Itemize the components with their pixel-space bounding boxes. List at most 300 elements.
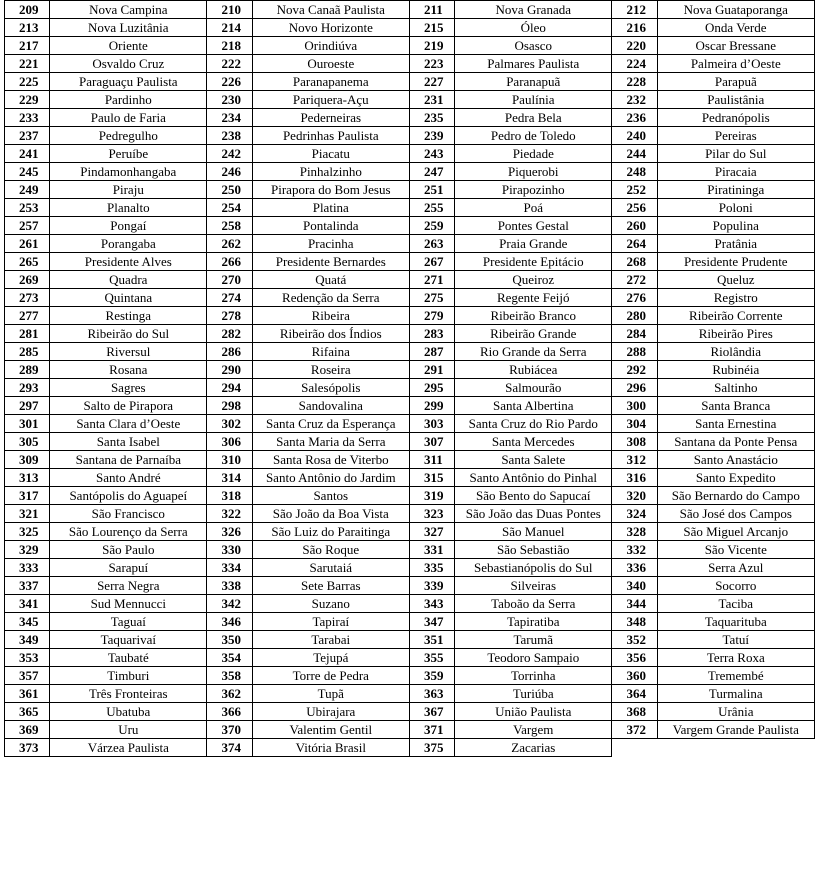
municipality-name: Paraguaçu Paulista — [50, 73, 207, 91]
municipality-name: Tupã — [252, 685, 409, 703]
municipality-name: Torrinha — [455, 667, 612, 685]
municipality-number: 256 — [612, 199, 657, 217]
municipality-name: Parapuã — [657, 73, 814, 91]
table-row — [5, 595, 815, 613]
municipality-number: 330 — [207, 541, 252, 559]
municipality-name: Rifaina — [252, 343, 409, 361]
municipality-name: Roseira — [252, 361, 409, 379]
municipality-number: 289 — [5, 361, 50, 379]
municipality-name: Presidente Bernardes — [252, 253, 409, 271]
municipality-number: 245 — [5, 163, 50, 181]
municipality-number: 318 — [207, 487, 252, 505]
municipality-number: 371 — [409, 721, 454, 739]
municipality-number: 362 — [207, 685, 252, 703]
municipality-number: 364 — [612, 685, 657, 703]
table-row — [5, 397, 815, 415]
municipality-number: 375 — [409, 739, 454, 757]
municipality-name: Rubiácea — [455, 361, 612, 379]
municipality-number: 353 — [5, 649, 50, 667]
municipality-number: 254 — [207, 199, 252, 217]
municipality-name: Ribeirão do Sul — [50, 325, 207, 343]
municipality-number: 257 — [5, 217, 50, 235]
municipality-number: 331 — [409, 541, 454, 559]
municipality-number: 249 — [5, 181, 50, 199]
municipality-number: 302 — [207, 415, 252, 433]
municipality-name: Regente Feijó — [455, 289, 612, 307]
municipality-name: Vargem — [455, 721, 612, 739]
table-row — [5, 505, 815, 523]
municipality-name: Rubinéia — [657, 361, 814, 379]
table-row — [5, 739, 815, 757]
municipality-name: Piratininga — [657, 181, 814, 199]
municipality-name: Pindamonhangaba — [50, 163, 207, 181]
municipality-number: 277 — [5, 307, 50, 325]
municipality-name: Pirapozinho — [455, 181, 612, 199]
municipality-number: 209 — [5, 1, 50, 19]
municipality-number: 325 — [5, 523, 50, 541]
municipality-number: 228 — [612, 73, 657, 91]
municipality-number: 252 — [612, 181, 657, 199]
municipality-number: 317 — [5, 487, 50, 505]
municipality-number: 340 — [612, 577, 657, 595]
municipality-number: 250 — [207, 181, 252, 199]
municipality-number: 299 — [409, 397, 454, 415]
municipality-name: Osvaldo Cruz — [50, 55, 207, 73]
municipality-name: Terra Roxa — [657, 649, 814, 667]
municipality-name: Pardinho — [50, 91, 207, 109]
municipality-name: Serra Negra — [50, 577, 207, 595]
municipality-number: 321 — [5, 505, 50, 523]
municipality-number: 215 — [409, 19, 454, 37]
municipality-number: 218 — [207, 37, 252, 55]
municipality-name: Rio Grande da Serra — [455, 343, 612, 361]
municipality-name: São João das Duas Pontes — [455, 505, 612, 523]
municipality-name: Porangaba — [50, 235, 207, 253]
municipality-number: 295 — [409, 379, 454, 397]
municipality-name: Pratânia — [657, 235, 814, 253]
municipality-name: Torre de Pedra — [252, 667, 409, 685]
municipality-name: Pedregulho — [50, 127, 207, 145]
municipality-number: 337 — [5, 577, 50, 595]
municipality-number: 275 — [409, 289, 454, 307]
empty-cell — [657, 739, 814, 757]
municipality-number: 303 — [409, 415, 454, 433]
municipality-number: 279 — [409, 307, 454, 325]
table-row — [5, 19, 815, 37]
municipality-name: Paranapuã — [455, 73, 612, 91]
municipality-name: Piedade — [455, 145, 612, 163]
municipality-name: São José dos Campos — [657, 505, 814, 523]
municipality-name: Nova Luzitânia — [50, 19, 207, 37]
municipality-number: 296 — [612, 379, 657, 397]
municipality-name: Saltinho — [657, 379, 814, 397]
municipality-name: Populina — [657, 217, 814, 235]
municipality-name: Pongaí — [50, 217, 207, 235]
municipality-number: 282 — [207, 325, 252, 343]
municipality-name: Três Fronteiras — [50, 685, 207, 703]
municipality-name: Sud Mennucci — [50, 595, 207, 613]
municipality-number: 347 — [409, 613, 454, 631]
municipality-number: 338 — [207, 577, 252, 595]
municipality-name: Tatuí — [657, 631, 814, 649]
municipality-name: Salto de Pirapora — [50, 397, 207, 415]
municipality-name: Santa Cruz do Rio Pardo — [455, 415, 612, 433]
municipality-name: Paulistânia — [657, 91, 814, 109]
municipality-number: 328 — [612, 523, 657, 541]
municipality-name: Tapiraí — [252, 613, 409, 631]
municipality-number: 301 — [5, 415, 50, 433]
table-row — [5, 307, 815, 325]
municipality-name: Tarumã — [455, 631, 612, 649]
municipality-name: Santópolis do Aguapeí — [50, 487, 207, 505]
municipality-number: 315 — [409, 469, 454, 487]
municipality-name: Pereiras — [657, 127, 814, 145]
municipality-number: 226 — [207, 73, 252, 91]
municipality-name: Vargem Grande Paulista — [657, 721, 814, 739]
municipality-name: Turiúba — [455, 685, 612, 703]
municipality-name: Oriente — [50, 37, 207, 55]
table-row — [5, 649, 815, 667]
municipality-number: 287 — [409, 343, 454, 361]
municipality-name: União Paulista — [455, 703, 612, 721]
municipality-number: 281 — [5, 325, 50, 343]
municipality-name: Suzano — [252, 595, 409, 613]
municipality-number: 307 — [409, 433, 454, 451]
municipality-name: Taciba — [657, 595, 814, 613]
municipality-name: Quatá — [252, 271, 409, 289]
table-row — [5, 343, 815, 361]
municipality-name: Pedranópolis — [657, 109, 814, 127]
municipality-number: 361 — [5, 685, 50, 703]
table-row — [5, 145, 815, 163]
municipality-number: 269 — [5, 271, 50, 289]
municipality-table — [4, 0, 815, 757]
municipality-name: Pederneiras — [252, 109, 409, 127]
municipality-name: Sandovalina — [252, 397, 409, 415]
municipality-name: São Vicente — [657, 541, 814, 559]
municipality-number: 213 — [5, 19, 50, 37]
table-row — [5, 559, 815, 577]
municipality-name: Timburi — [50, 667, 207, 685]
municipality-name: Palmeira d’Oeste — [657, 55, 814, 73]
municipality-number: 237 — [5, 127, 50, 145]
municipality-name: Santo Antônio do Jardim — [252, 469, 409, 487]
municipality-number: 265 — [5, 253, 50, 271]
municipality-name: Pontes Gestal — [455, 217, 612, 235]
table-row — [5, 109, 815, 127]
municipality-number: 352 — [612, 631, 657, 649]
municipality-number: 312 — [612, 451, 657, 469]
municipality-number: 242 — [207, 145, 252, 163]
empty-cell — [612, 739, 657, 757]
municipality-name: Taquarituba — [657, 613, 814, 631]
municipality-number: 234 — [207, 109, 252, 127]
municipality-name: Pontalinda — [252, 217, 409, 235]
municipality-name: São João da Boa Vista — [252, 505, 409, 523]
municipality-name: Piracaia — [657, 163, 814, 181]
municipality-number: 236 — [612, 109, 657, 127]
municipality-name: Platina — [252, 199, 409, 217]
municipality-number: 283 — [409, 325, 454, 343]
municipality-number: 211 — [409, 1, 454, 19]
municipality-name: Valentim Gentil — [252, 721, 409, 739]
municipality-number: 286 — [207, 343, 252, 361]
municipality-name: Onda Verde — [657, 19, 814, 37]
municipality-number: 278 — [207, 307, 252, 325]
table-row — [5, 181, 815, 199]
municipality-name: Redenção da Serra — [252, 289, 409, 307]
municipality-number: 310 — [207, 451, 252, 469]
municipality-number: 231 — [409, 91, 454, 109]
municipality-name: Santa Maria da Serra — [252, 433, 409, 451]
municipality-number: 229 — [5, 91, 50, 109]
municipality-number: 235 — [409, 109, 454, 127]
municipality-number: 349 — [5, 631, 50, 649]
municipality-name: Taboão da Serra — [455, 595, 612, 613]
municipality-number: 212 — [612, 1, 657, 19]
municipality-number: 298 — [207, 397, 252, 415]
municipality-name: São Luiz do Paraitinga — [252, 523, 409, 541]
municipality-number: 308 — [612, 433, 657, 451]
municipality-name: Urânia — [657, 703, 814, 721]
municipality-number: 344 — [612, 595, 657, 613]
municipality-name: São Bento do Sapucaí — [455, 487, 612, 505]
table-row — [5, 199, 815, 217]
municipality-number: 253 — [5, 199, 50, 217]
table-row — [5, 253, 815, 271]
municipality-number: 230 — [207, 91, 252, 109]
municipality-number: 374 — [207, 739, 252, 757]
municipality-name: Ubirajara — [252, 703, 409, 721]
municipality-name: Ribeirão Pires — [657, 325, 814, 343]
municipality-name: Sebastianópolis do Sul — [455, 559, 612, 577]
municipality-name: Santa Rosa de Viterbo — [252, 451, 409, 469]
municipality-name: Santa Clara d’Oeste — [50, 415, 207, 433]
table-row — [5, 1, 815, 19]
municipality-number: 294 — [207, 379, 252, 397]
table-row — [5, 379, 815, 397]
municipality-number: 285 — [5, 343, 50, 361]
municipality-number: 290 — [207, 361, 252, 379]
municipality-name: Pilar do Sul — [657, 145, 814, 163]
municipality-number: 292 — [612, 361, 657, 379]
municipality-name: Piquerobi — [455, 163, 612, 181]
table-row — [5, 91, 815, 109]
municipality-number: 354 — [207, 649, 252, 667]
municipality-number: 214 — [207, 19, 252, 37]
municipality-number: 320 — [612, 487, 657, 505]
municipality-name: Ribeirão dos Índios — [252, 325, 409, 343]
municipality-number: 339 — [409, 577, 454, 595]
municipality-number: 333 — [5, 559, 50, 577]
table-row — [5, 55, 815, 73]
table-row — [5, 325, 815, 343]
table-row — [5, 73, 815, 91]
municipality-name: Santa Albertina — [455, 397, 612, 415]
municipality-name: Ouroeste — [252, 55, 409, 73]
municipality-name: Queiroz — [455, 271, 612, 289]
municipality-name: Nova Canaã Paulista — [252, 1, 409, 19]
table-row — [5, 721, 815, 739]
municipality-name: Teodoro Sampaio — [455, 649, 612, 667]
table-row — [5, 415, 815, 433]
table-row — [5, 685, 815, 703]
table-row — [5, 37, 815, 55]
municipality-number: 272 — [612, 271, 657, 289]
municipality-name: Quadra — [50, 271, 207, 289]
table-row — [5, 703, 815, 721]
municipality-number: 358 — [207, 667, 252, 685]
municipality-name: São Sebastião — [455, 541, 612, 559]
municipality-name: Santo Anastácio — [657, 451, 814, 469]
table-row — [5, 577, 815, 595]
municipality-number: 248 — [612, 163, 657, 181]
municipality-name: Sete Barras — [252, 577, 409, 595]
municipality-name: Tremembé — [657, 667, 814, 685]
municipality-name: Pinhalzinho — [252, 163, 409, 181]
municipality-name: Santos — [252, 487, 409, 505]
municipality-name: Presidente Prudente — [657, 253, 814, 271]
municipality-name: Rosana — [50, 361, 207, 379]
municipality-number: 261 — [5, 235, 50, 253]
municipality-name: Turmalina — [657, 685, 814, 703]
municipality-number: 323 — [409, 505, 454, 523]
municipality-number: 329 — [5, 541, 50, 559]
municipality-number: 311 — [409, 451, 454, 469]
municipality-name: Santana da Ponte Pensa — [657, 433, 814, 451]
municipality-name: Sarutaiá — [252, 559, 409, 577]
municipality-name: Tejupá — [252, 649, 409, 667]
municipality-name: São Paulo — [50, 541, 207, 559]
municipality-number: 220 — [612, 37, 657, 55]
municipality-name: Oscar Bressane — [657, 37, 814, 55]
table-row — [5, 487, 815, 505]
municipality-number: 343 — [409, 595, 454, 613]
municipality-name: Osasco — [455, 37, 612, 55]
municipality-name: Tapiratiba — [455, 613, 612, 631]
municipality-name: Planalto — [50, 199, 207, 217]
municipality-name: Salesópolis — [252, 379, 409, 397]
municipality-number: 348 — [612, 613, 657, 631]
municipality-name: Sarapuí — [50, 559, 207, 577]
municipality-number: 247 — [409, 163, 454, 181]
municipality-number: 243 — [409, 145, 454, 163]
municipality-number: 239 — [409, 127, 454, 145]
municipality-number: 332 — [612, 541, 657, 559]
table-row — [5, 541, 815, 559]
municipality-name: Santa Isabel — [50, 433, 207, 451]
municipality-name: Pedrinhas Paulista — [252, 127, 409, 145]
municipality-name: Sagres — [50, 379, 207, 397]
municipality-number: 304 — [612, 415, 657, 433]
municipality-number: 367 — [409, 703, 454, 721]
municipality-name: Santana de Parnaíba — [50, 451, 207, 469]
municipality-name: Praia Grande — [455, 235, 612, 253]
municipality-name: Orindiúva — [252, 37, 409, 55]
municipality-name: Santa Ernestina — [657, 415, 814, 433]
municipality-name: Ribeirão Branco — [455, 307, 612, 325]
municipality-name: Quintana — [50, 289, 207, 307]
municipality-name: Ribeira — [252, 307, 409, 325]
municipality-name: São Bernardo do Campo — [657, 487, 814, 505]
table-row — [5, 163, 815, 181]
table-row — [5, 667, 815, 685]
municipality-number: 309 — [5, 451, 50, 469]
municipality-number: 222 — [207, 55, 252, 73]
municipality-number: 233 — [5, 109, 50, 127]
table-row — [5, 361, 815, 379]
municipality-name: Pedro de Toledo — [455, 127, 612, 145]
municipality-number: 372 — [612, 721, 657, 739]
municipality-number: 273 — [5, 289, 50, 307]
municipality-name: São Roque — [252, 541, 409, 559]
municipality-number: 324 — [612, 505, 657, 523]
table-row — [5, 469, 815, 487]
municipality-number: 284 — [612, 325, 657, 343]
municipality-number: 300 — [612, 397, 657, 415]
municipality-name: Pedra Bela — [455, 109, 612, 127]
municipality-name: Riversul — [50, 343, 207, 361]
municipality-number: 370 — [207, 721, 252, 739]
municipality-name: Riolândia — [657, 343, 814, 361]
table-row — [5, 613, 815, 631]
municipality-name: Várzea Paulista — [50, 739, 207, 757]
municipality-number: 350 — [207, 631, 252, 649]
municipality-name: Zacarias — [455, 739, 612, 757]
municipality-name: Nova Guataporanga — [657, 1, 814, 19]
table-row — [5, 289, 815, 307]
municipality-number: 363 — [409, 685, 454, 703]
table-row — [5, 451, 815, 469]
municipality-number: 291 — [409, 361, 454, 379]
municipality-number: 274 — [207, 289, 252, 307]
municipality-name: Pariquera-Açu — [252, 91, 409, 109]
municipality-number: 251 — [409, 181, 454, 199]
municipality-name: São Miguel Arcanjo — [657, 523, 814, 541]
municipality-number: 246 — [207, 163, 252, 181]
municipality-name: Santa Cruz da Esperança — [252, 415, 409, 433]
municipality-number: 266 — [207, 253, 252, 271]
municipality-number: 210 — [207, 1, 252, 19]
municipality-number: 319 — [409, 487, 454, 505]
municipality-name: São Manuel — [455, 523, 612, 541]
municipality-number: 263 — [409, 235, 454, 253]
municipality-name: Presidente Epitácio — [455, 253, 612, 271]
municipality-number: 221 — [5, 55, 50, 73]
municipality-name: Ribeirão Grande — [455, 325, 612, 343]
municipality-number: 225 — [5, 73, 50, 91]
municipality-number: 346 — [207, 613, 252, 631]
municipality-name: Tarabai — [252, 631, 409, 649]
municipality-name: Registro — [657, 289, 814, 307]
municipality-number: 366 — [207, 703, 252, 721]
municipality-number: 270 — [207, 271, 252, 289]
municipality-name: Peruíbe — [50, 145, 207, 163]
municipality-name: Paranapanema — [252, 73, 409, 91]
municipality-name: Uru — [50, 721, 207, 739]
municipality-name: Paulínia — [455, 91, 612, 109]
municipality-name: Serra Azul — [657, 559, 814, 577]
municipality-number: 260 — [612, 217, 657, 235]
municipality-name: São Francisco — [50, 505, 207, 523]
municipality-number: 357 — [5, 667, 50, 685]
municipality-name: São Lourenço da Serra — [50, 523, 207, 541]
municipality-name: Pirapora do Bom Jesus — [252, 181, 409, 199]
municipality-name: Palmares Paulista — [455, 55, 612, 73]
table-row — [5, 433, 815, 451]
municipality-name: Salmourão — [455, 379, 612, 397]
municipality-name: Ribeirão Corrente — [657, 307, 814, 325]
